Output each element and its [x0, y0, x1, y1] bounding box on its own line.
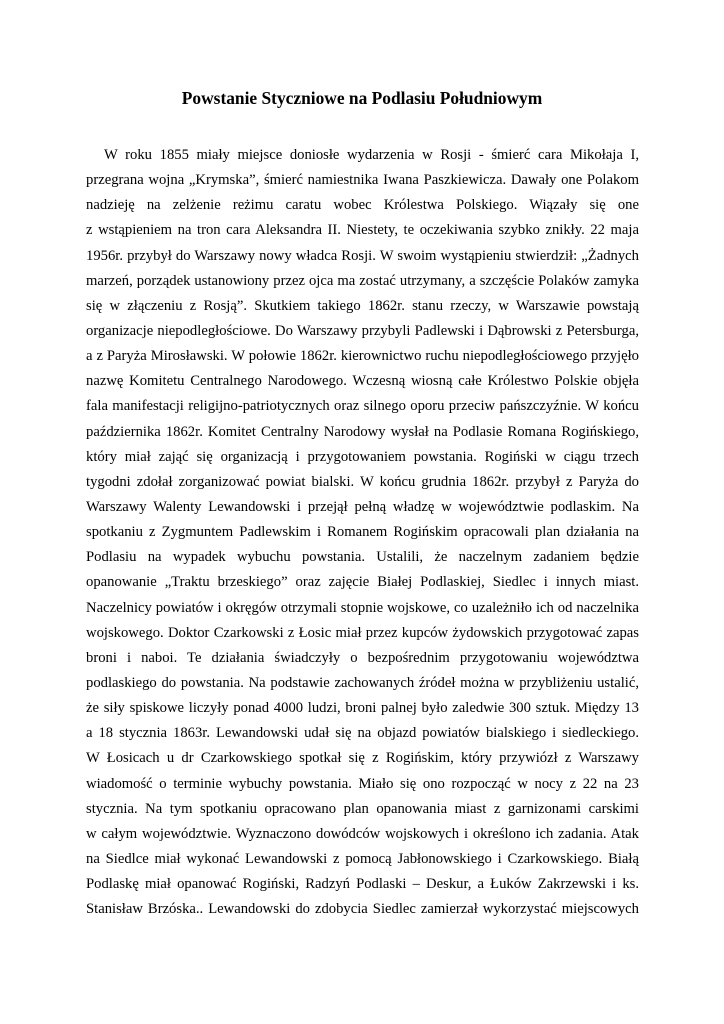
text-line: Stanisław Brzóska.. Lewandowski do zdobycia Siedlec zamierzał wykorzystać miejscowych	[86, 901, 639, 918]
text-line: W roku 1855 miały miejsce doniosłe wydarzenia w Rosji - śmierć cara Mikołaja I,	[104, 147, 639, 163]
text-line: wojskowego. Doktor Czarkowski z Łosic miał przez kupców żydowskich przygotować zapas	[86, 624, 639, 641]
text-line: października 1862r. Komitet Centralny Narodowy wysłał na Podlasie Romana Rogińskiego,	[86, 423, 639, 440]
text-line: Podlasiu na wypadek wybuchu powstania. Ustalili, że naczelnym zadaniem będzie	[86, 549, 639, 566]
document-body	[86, 143, 639, 922]
text-line: z wstąpieniem na tron cara Aleksandra II. Niestety, te oczekiwania szybko znikły. 22 maja	[86, 222, 639, 239]
text-line: a 18 stycznia 1863r. Lewandowski udał się na objazd powiatów bialskiego i siedleckiego.	[86, 725, 639, 742]
text-line: nadzieję na zelżenie reżimu caratu wobec Królestwa Polskiego. Wiązały się one	[86, 197, 639, 214]
document-title: Powstanie Styczniowe na Podlasiu Południowym	[181, 88, 543, 108]
text-line: stycznia. Na tym spotkaniu opracowano plan opanowania miast z garnizonami carskimi	[86, 800, 639, 817]
text-line: podlaskiego do powstania. Na podstawie zachowanych źródeł można w przybliżeniu ustalić,	[86, 674, 639, 691]
text-line: fala manifestacji religijno-patriotycznych oraz silnego oporu przeciw pańszczyźnie. W końcu	[86, 398, 639, 415]
text-line: który miał zająć się organizacją i przygotowaniem powstania. Rogiński w ciągu trzech	[86, 448, 639, 465]
text-line: opanowanie „Traktu brzeskiego” oraz zajęcie Białej Podlaskiej, Siedlec i innych miast.	[86, 574, 639, 591]
text-line: W Łosicach u dr Czarkowskiego spotkał się z Rogińskim, który przywiózł z Warszawy	[86, 750, 639, 767]
text-line: organizacje niepodległościowe. Do Warszawy przybyli Padlewski i Dąbrowski z Petersburga,	[86, 322, 639, 339]
text-line: Warszawy Walenty Lewandowski i przejął pełną władzę w województwie podlaskim. Na	[86, 498, 639, 515]
text-line: a z Paryża Mirosławski. W połowie 1862r. kierownictwo ruchu niepodległościowego przyjęło	[86, 348, 639, 365]
text-line: na Siedlce miał wykonać Lewandowski z pomocą Jabłonowskiego i Czarkowskiego. Białą	[86, 850, 639, 867]
text-line: spotkaniu z Zygmuntem Padlewskim i Romanem Rogińskim opracowali plan działania na	[86, 524, 639, 541]
text-line: nazwę Komitetu Centralnego Narodowego. Wczesną wiosną całe Królestwo Polskie objęła	[86, 373, 639, 390]
text-line: się w złączeniu z Rosją”. Skutkiem takiego 1862r. stanu rzeczy, w Warszawie powstają	[86, 297, 639, 314]
text-line: przegrana wojna „Krymska”, śmierć namiestnika Iwana Paszkiewicza. Dawały one Polakom	[86, 172, 639, 189]
text-line: tygodni zdołał zorganizować powiat bialski. W końcu grudnia 1862r. przybył z Paryża do	[86, 473, 639, 490]
text-line: Naczelnicy powiatów i okręgów otrzymali stopnie wojskowe, co uzależniło ich od naczelnika	[86, 599, 639, 616]
text-line: 1956r. przybył do Warszawy nowy władca Rosji. W swoim wystąpieniu stwierdził: „Żadnych	[86, 247, 639, 264]
text-line: wiadomość o terminie wybuchy powstania. Miało się ono rozpocząć w nocy z 22 na 23	[86, 775, 639, 792]
text-line: Podlaskę miał opanować Rogiński, Radzyń Podlaski – Deskur, a Łuków Zakrzewski i ks.	[86, 876, 639, 893]
text-line: broni i naboi. Te działania świadczyły o bezpośrednim przygotowaniu województwa	[86, 649, 639, 666]
text-line: że siły spiskowe liczyły ponad 4000 ludzi, broni palnej było zaledwie 300 sztuk. Między 13	[86, 700, 639, 717]
text-line: marzeń, porządek ustanowiony przez ojca ma zostać utrzymany, a szczęście Polaków zamyka	[86, 272, 639, 289]
text-line: w całym województwie. Wyznaczono dowódców wojskowych i określono ich zadania. Atak	[86, 825, 639, 842]
